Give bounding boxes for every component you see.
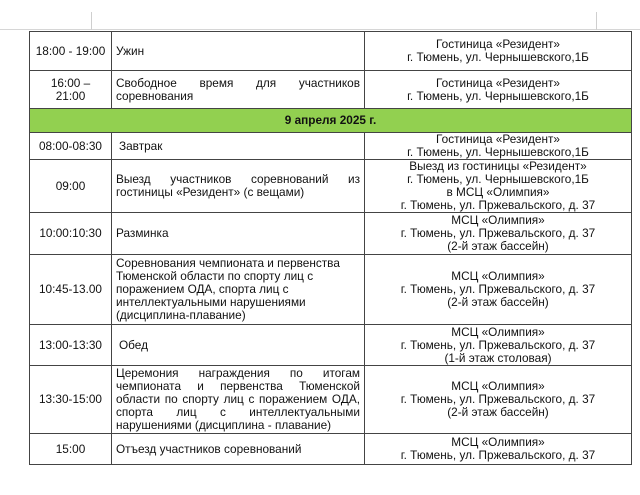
day-header: 9 апреля 2025 г. [30,109,632,133]
activity-cell: Завтрак [112,133,365,160]
table-row [30,255,632,325]
place-line: г. Тюмень, ул. Чернышевского,1Б [407,172,589,186]
table-row [30,32,632,71]
table-row [30,325,632,366]
table-row [30,434,632,465]
place-line: в МСЦ «Олимпия» [446,185,550,199]
activity-line: (дисциплина-плавание) [116,308,246,322]
time-cell [30,71,112,109]
place-line: г. Тюмень, ул. Пржевальского, д. 37 [400,282,596,296]
activity-cell: Церемония награждения по итогам чемпионата и первенства Тюменской области по спорту лиц с поражением ОДА, спорта лиц с интеллектуальными нарушениями (дисциплина - плавание) [112,366,365,434]
place-line: Гостиница «Резидент» [436,37,560,51]
activity-cell: Выезд участников соревнований из гостиницы «Резидент» (с вещами) [112,160,365,213]
place-line: г. Тюмень, ул. Чернышевского,1Б [407,145,589,159]
activity-line: Тюменской области по спорту лиц с [116,269,314,283]
time-cell: 09:00 [30,160,112,213]
place-line: МСЦ «Олимпия» [451,269,545,283]
activity-line: поражением ОДА, спорта лиц с [116,282,289,296]
time-cell: 13:30-15:00 [30,366,112,434]
place-line: г. Тюмень, ул. Пржевальского, д. 37 [400,337,596,352]
place-line: г. Тюмень, ул. Пржевальского, д. 37 [400,226,596,240]
ruler-tick [596,12,597,30]
activity-cell: Свободное время для участников соревнования [112,71,365,109]
day-header-row [30,109,632,133]
place-line: МСЦ «Олимпия» [451,435,545,449]
ruler-tick [91,12,92,30]
place-line: МСЦ «Олимпия» [451,379,545,393]
place-line: Выезд из гостиницы «Резидент» [409,159,587,173]
activity-cell: Ужин [112,32,365,71]
place-line: г. Тюмень, ул. Пржевальского, д. 37 [400,448,596,462]
place-cell [365,160,632,213]
place-line: г. Тюмень, ул. Пржевальского, д. 37 [400,392,596,406]
place-line: (2-й этаж бассейн) [447,295,549,309]
time-cell: 15:00 [30,434,112,465]
place-cell [365,133,632,160]
activity-cell [112,255,365,325]
place-line: г. Тюмень, ул. Чернышевского,1Б [407,50,589,64]
place-cell [365,255,632,325]
time-cell: 13:00-13:30 [30,325,112,366]
place-line: г. Тюмень, ул. Пржевальского, д. 37 [400,198,596,212]
place-line: (2-й этаж бассейн) [447,239,549,253]
place-line: г. Тюмень, ул. Чернышевского,1Б [407,88,589,103]
activity-cell: Обед [112,325,365,366]
place-cell [365,32,632,71]
place-cell [365,213,632,255]
time-cell: 10:45-13.00 [30,255,112,325]
activity-line: Соревнования чемпионата и первенства [116,256,340,270]
table-row [30,213,632,255]
time-cell: 08:00-08:30 [30,133,112,160]
place-line: (2-й этаж бассейн) [447,405,549,419]
activity-line: интеллектуальными нарушениями [116,295,306,309]
place-line: МСЦ «Олимпия» [451,324,545,339]
place-line: (1-й этаж столовая) [444,350,552,365]
place-line: Гостиница «Резидент» [436,132,560,146]
time-cell: 18:00 - 19:00 [30,32,112,71]
place-cell [365,325,632,366]
activity-cell: Разминка [112,213,365,255]
table-row [30,160,632,213]
activity-cell: Отъезд участников соревнований [112,434,365,465]
place-line: Гостиница «Резидент» [436,75,560,90]
place-line: МСЦ «Олимпия» [451,213,545,227]
table-row [30,133,632,160]
table-row [30,366,632,434]
place-cell [365,434,632,465]
schedule-table [29,31,632,465]
document-top-edge [0,0,640,30]
place-cell [365,71,632,109]
table-row [30,71,632,109]
time-line: 21:00 [55,88,86,103]
time-cell: 10:00:10:30 [30,213,112,255]
place-cell [365,366,632,434]
time-line: 16:00 – [50,75,91,90]
